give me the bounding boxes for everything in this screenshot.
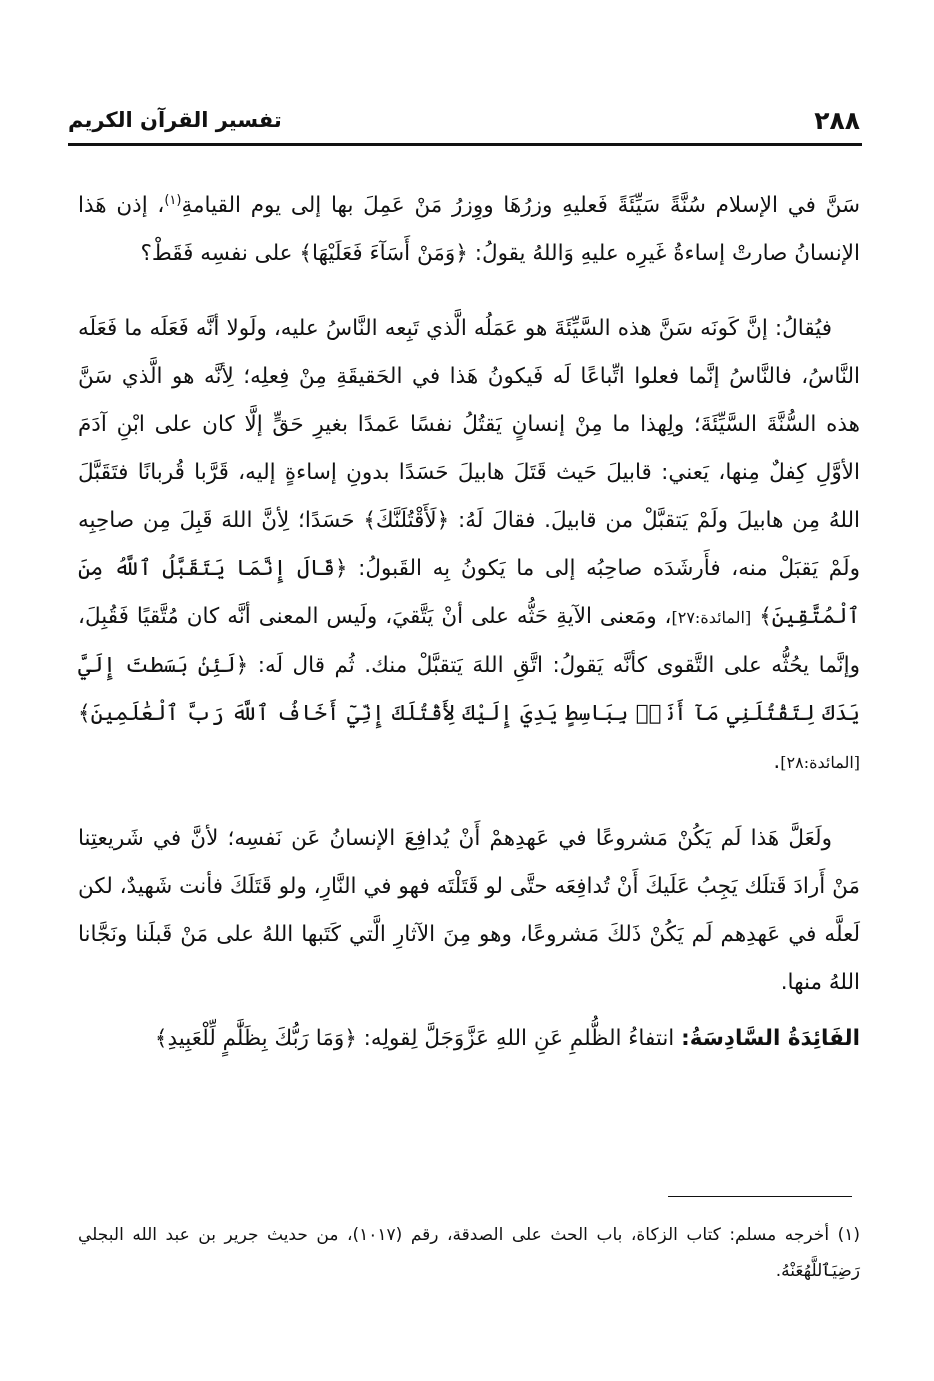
quran-verse: ﴿لَئِنۢ بَسَطتَ إِلَيَّ يَدَكَ لِتَقْتُلَنِي مَآ أَنَا۠ بِبَاسِطٍ يَدِيَ إِلَيْكَ لِأَقْتُلَكَ إِنِّيٓ أَخَافُ ٱللَّهَ رَبَّ ٱلْعَٰلَمِينَ﴾ [78, 653, 860, 726]
page-number: ٢٨٨ [814, 106, 860, 135]
verse-reference: [المائدة:٢٧] [671, 608, 752, 627]
paragraph-text: سَنَّ في الإسلام سُنَّةً سَيِّئَةً فَعليهِ وزرُهَا ووِزرُ مَنْ عَمِلَ بها إلى يوم القيامةِ [181, 193, 861, 218]
quran-verse: ﴿قَالَ إِنَّمَا يَتَقَبَّلُ ٱللَّهُ مِنَ ٱلْمُتَّقِينَ﴾ [78, 556, 860, 629]
footnote-marker: (١) [837, 1225, 861, 1245]
paragraph-gap [78, 278, 860, 305]
paragraph-text: على نفسِه فَقَطْ؟ [140, 241, 293, 266]
paragraph-2 [78, 305, 860, 787]
paragraph-text: فيُقالُ: إنَّ كَونَه سَنَّ هذه السَّيِّئَةَ هو عَمَلُه الَّذي تَبِعه النَّاسُ عليه، ولَولا أنَّه فَعَلَه ما فَعَلَه النَّاسُ، فالنَّاسُ إنَّما فعلوا اتِّباعًا لَه فَيكونُ هَذا في الحَقيقَةِ مِنْ فِعلِه؛ لِأنَّه هو الَّذي سَنَّ هذه السُّنَّةَ السَّيِّئَةَ؛ ولِهذا ما مِنْ إنسانٍ يَقتُلُ نفسًا عَمدًا بغيرِ حَقٍّ إلَّا كان على ابْنِ آدَمَ الأوَّلِ كِفلٌ مِنها، يَعني: قابيلَ حَيث قَتَلَ هابيلَ حَسَدًا بدونِ إساءةٍ إليه، قَرَّبا قُربانًا فتَقَبَّلَ اللهُ مِن هابيلَ ولَمْ يَتقبَّلْ من قابيلَ. فقالَ لَهُ: [78, 316, 860, 533]
book-title: تفسير القرآن الكريم [68, 108, 282, 132]
paragraph-text: ، ومَعنى الآيةِ حَثُّه على أنْ يَتَّقيَ، ولَيس المعنى أنَّه كان مُتَّقيًا فَقُبِلَ، وإنَّما يحُثُّه على التَّقوى كأنَّه يَقولُ: اتَّقِ اللهَ يَتقبَّلْ منك. ثُم قال لَه: [78, 604, 860, 678]
paragraph-gap [78, 787, 860, 815]
footnote-text: أخرجه مسلم: كتاب الزكاة، باب الحث على الصدقة، رقم (١٠١٧)، من حديث جرير بن عبد الله البجلي رَضِيَٱللَّهُعَنْهُ. [78, 1225, 860, 1281]
footnote-rule [668, 1196, 852, 1197]
main-text [78, 182, 860, 1063]
quran-verse: ﴿وَمَنْ أَسَآءَ فَعَلَيْهَا﴾ [299, 241, 468, 266]
paragraph-text: ، إذن هَذا الإنسانُ صارتْ إساءةُ غَيرِه عليهِ وَاللهُ يقولُ: [78, 193, 860, 266]
paragraph-4 [78, 1015, 860, 1063]
verse-reference: [المائدة:٢٨] [780, 753, 860, 772]
paragraph-1 [78, 182, 860, 278]
paragraph-text: انتفاءُ الظُّلمِ عَنِ اللهِ عَزَّوَجَلَّ لِقولِه: [363, 1026, 675, 1051]
section-heading: الفَائِدَةُ السَّادِسَةُ: [681, 1026, 860, 1051]
page-header [68, 100, 860, 144]
footnotes [78, 1217, 860, 1289]
footnote-1 [78, 1217, 860, 1289]
header-rule [68, 143, 862, 146]
quran-verse: ﴿وَمَا رَبُّكَ بِظَلَّٰمٍ لِّلْعَبِيدِ﴾ [154, 1026, 357, 1051]
footnote-marker: (١) [164, 192, 182, 208]
paragraph-text: حَسَدًا؛ لِأنَّ اللهَ قَبِلَ مِن صاحِبِه ولَمْ يَقبَلْ منه، فأَرشَدَه صاحِبُه إلى ما يَكونُ بِه القَبولُ: [78, 508, 860, 581]
quran-verse: ﴿لَأَقْتُلَنَّكَ﴾ [363, 508, 450, 533]
paragraph-gap [78, 1007, 860, 1015]
paragraph-text: . [773, 749, 781, 774]
paragraph-3: ولَعَلَّ هَذا لَم يَكُنْ مَشروعًا في عَهدِهمْ أَنْ يُدافِعَ الإنسانُ عَن نَفسِه؛ لأنَّ في شَريعتِنا مَنْ أَرادَ قَتلَك يَجِبُ عَلَيكَ أَنْ تُدافِعَه حتَّى لو قَتَلْتَه فهو في النَّارِ، ولو قَتَلَكَ فأنت شَهيدٌ، لكن لَعلَّه في عَهدِهم لَم يَكُنْ ذَلكَ مَشروعًا، وهو مِنَ الآثارِ الَّتي كَتَبها اللهُ على مَنْ قَبلَنا ونَجَّانا اللهُ منها. [78, 826, 860, 995]
